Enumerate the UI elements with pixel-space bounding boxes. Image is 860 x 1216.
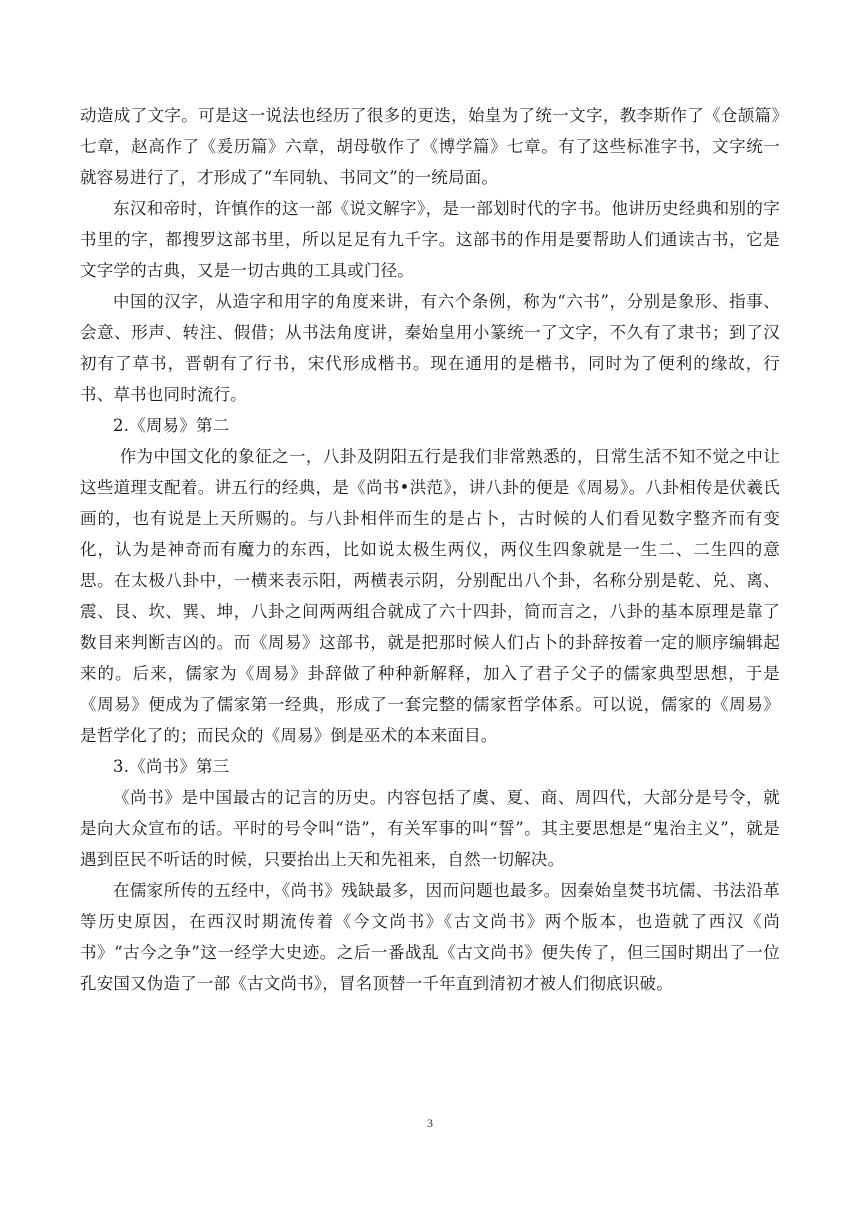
paragraph-shuowen: 东汉和帝时，许慎作的这一部《说文解字》，是一部划时代的字书。他讲历史经典和别的字书里的字，都搜罗这部书里，所以足足有九千字。这部书的作用是要帮助人们通读古书，它是文字学的古典，又是一切古典的工具或门径。 xyxy=(80,199,780,280)
body-text xyxy=(80,100,780,999)
section-heading-zhouyi: 2.《周易》第二 xyxy=(113,416,230,435)
paragraph-shangshu-history: 在儒家所传的五经中，《尚书》残缺最多，因而问题也最多。因秦始皇焚书坑儒、书法沿革等历史原因，在西汉时期流传着《今文尚书》《古文尚书》两个版本，也造就了西汉《尚书》“古今之争”这一经学大史迹。之后一番战乱《古文尚书》便失传了，但三国时期出了一位孔安国又伪造了一部《古文尚书》，冒名顶替一千年直到清初才被人们彻底识破。 xyxy=(80,881,780,993)
paragraph-shangshu-intro: 《尚书》是中国最古的记言的历史。内容包括了虞、夏、商、周四代，大部分是号令，就是向大众宣布的话。平时的号令叫“诰”，有关军事的叫“誓”。其主要思想是“鬼治主义”，就是遇到臣民不听话的时候，只要抬出上天和先祖来，自然一切解决。 xyxy=(80,788,780,869)
paragraph-six-scripts: 中国的汉字，从造字和用字的角度来讲，有六个条例，称为“六书”，分别是象形、指事、会意、形声、转注、假借；从书法角度讲，秦始皇用小篆统一了文字，不久有了隶书；到了汉初有了草书，晋朝有了行书，宋代形成楷书。现在通用的是楷书，同时为了便利的缘故，行书、草书也同时流行。 xyxy=(80,292,780,404)
paragraph-continuation: 动造成了文字。可是这一说法也经历了很多的更迭，始皇为了统一文字，教李斯作了《仓颉篇》七章，赵高作了《爰历篇》六章，胡母敬作了《博学篇》七章。有了这些标准字书，文字统一就容易进行了，才形成了“车同轨、书同文”的一统局面。 xyxy=(80,106,780,187)
section-heading-shangshu: 3.《尚书》第三 xyxy=(113,757,230,776)
page-number: 3 xyxy=(427,1116,433,1130)
paragraph-zhouyi: 作为中国文化的象征之一，八卦及阴阳五行是我们非常熟悉的，日常生活不知不觉之中让这些道理支配着。讲五行的经典，是《尚书•洪范》，讲八卦的便是《周易》。八卦相传是伏羲氏画的，也有说是上天所赐的。与八卦相伴而生的是占卜，古时候的人们看见数字整齐而有变化，认为是神奇而有魔力的东西，比如说太极生两仪，两仪生四象就是一生二、二生四的意思。在太极八卦中，一横来表示阳，两横表示阴，分别配出八个卦，名称分别是乾、兑、离、震、艮、坎、巽、坤，八卦之间两两组合就成了六十四卦，简而言之，八卦的基本原理是靠了数目来判断吉凶的。而《周易》这部书，就是把那时候人们占卜的卦辞按着一定的顺序编辑起来的。后来，儒家为《周易》卦辞做了种种新解释，加入了君子父子的儒家典型思想，于是《周易》便成为了儒家第一经典，形成了一套完整的儒家哲学体系。可以说，儒家的《周易》是哲学化了的；而民众的《周易》倒是巫术的本来面目。 xyxy=(80,447,780,745)
